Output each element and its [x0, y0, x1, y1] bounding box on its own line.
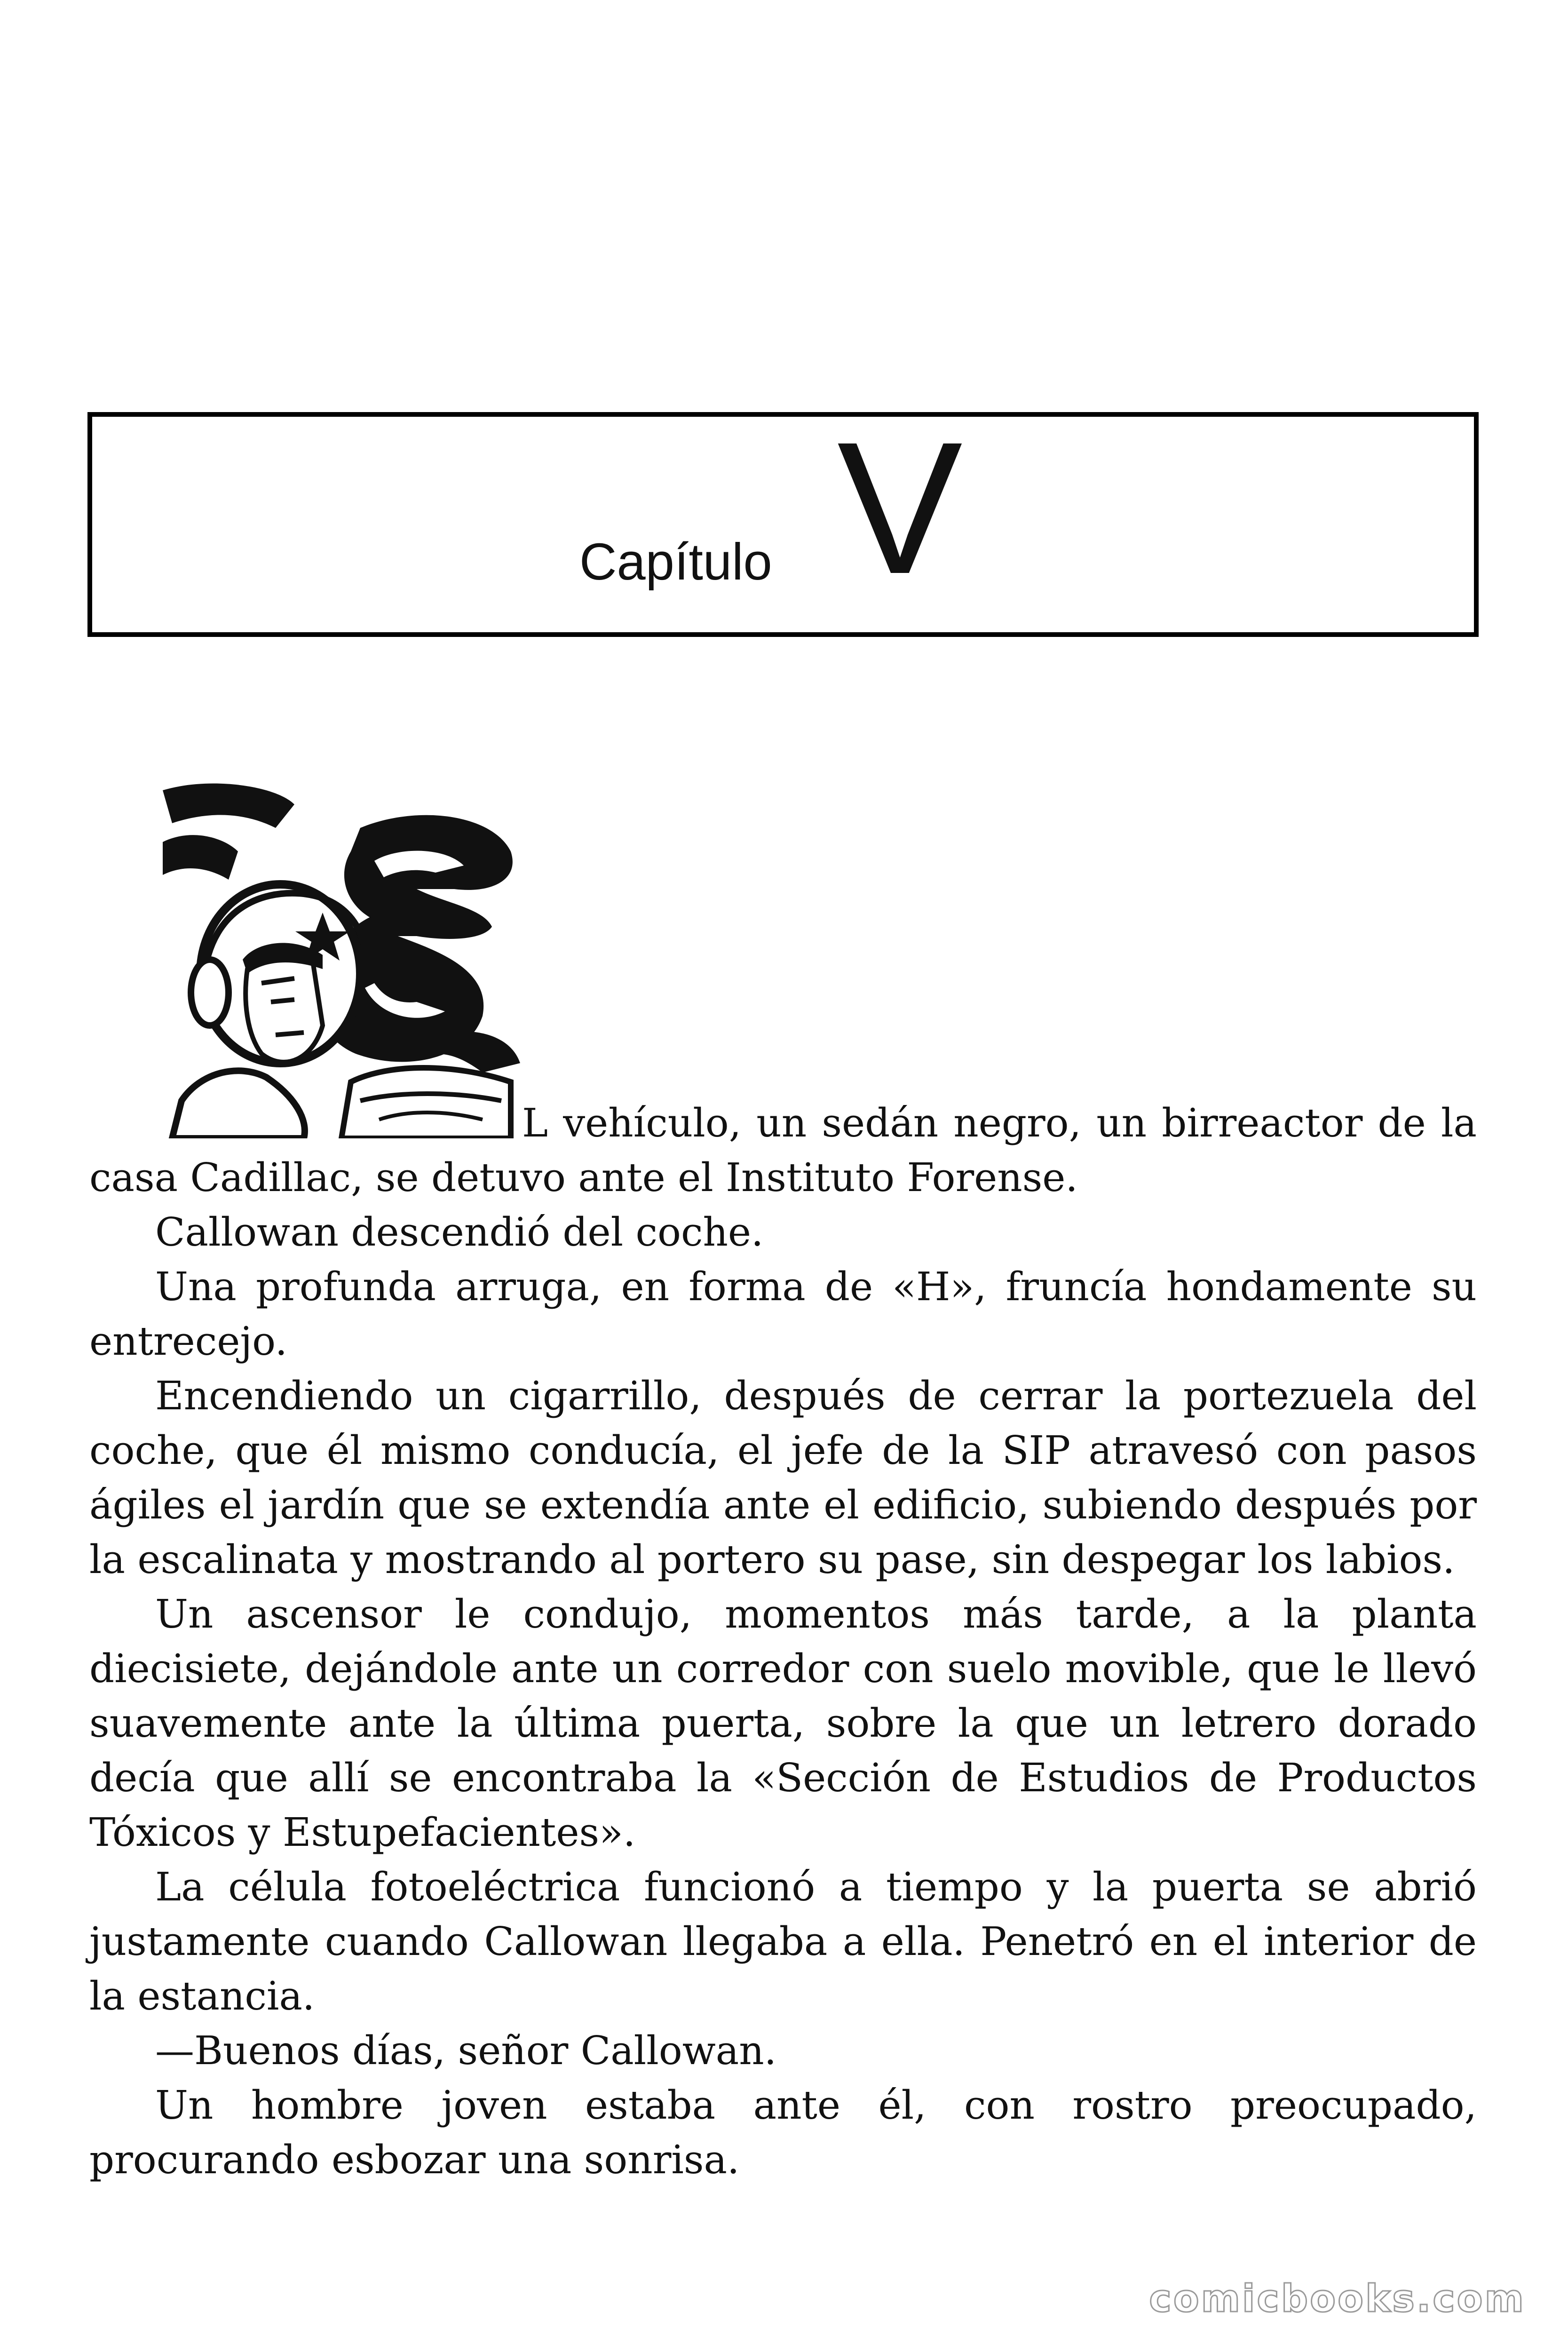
paragraph: Una profunda arruga, en forma de «H», fruncía hondamente su entrecejo. [89, 1264, 1477, 1364]
paragraph: Un ascensor le condujo, momentos más tarde, a la planta diecisiete, dejándole ante un corredor con suelo movible, que le llevó suavemente ante la última puerta, sobre la que un letrero dorado decía que allí se encontraba la «Sección de Estudios de Productos Tóxicos y Estupefacientes». [89, 1591, 1477, 1855]
chapter-numeral: V [837, 403, 963, 613]
chapter-body-text [89, 1096, 1477, 2187]
paragraph: La célula fotoeléctrica funcionó a tiempo y la puerta se abrió justamente cuando Callowan llegaba a ella. Penetró en el interior de la estancia. [89, 1864, 1477, 2019]
paragraph: —Buenos días, señor Callowan. [155, 2028, 777, 2074]
paragraph: Callowan descendió del coche. [155, 1209, 764, 1255]
paragraph: Un hombre joven estaba ante él, con rostro preocupado, procurando esbozar una sonrisa. [89, 2082, 1477, 2183]
chapter-label: Capítulo [579, 533, 772, 591]
drop-cap-illustration [153, 771, 525, 1138]
watermark: comicbooks.com [1149, 2277, 1526, 2320]
paragraph: Encendiendo un cigarrillo, después de cerrar la portezuela del coche, que él mismo conducía, el jefe de la SIP atravesó con pasos ágiles el jardín que se extendía ante el edificio, subiendo después por la escalinata y mostrando al portero su pase, sin despegar los labios. [89, 1373, 1477, 1582]
paragraph: L vehículo, un sedán negro, un birreactor de la casa Cadillac, se detuvo ante el Instituto Forense. [89, 1100, 1477, 1200]
chapter-heading-box [87, 403, 1479, 637]
